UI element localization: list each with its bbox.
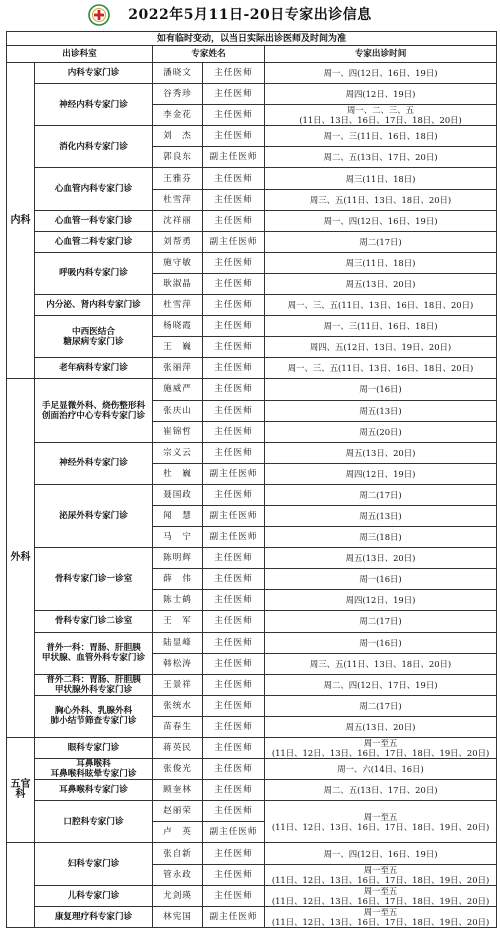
section-label: 五官科 (7, 738, 35, 843)
visit-time: 周一至五 (11日、12日、13日、16日、17日、18日、19日、20日) (265, 864, 497, 885)
doctor-name: 刘 杰 (153, 126, 203, 147)
doctor-name: 王 军 (153, 611, 203, 632)
visit-time: 周五(13日) (265, 400, 497, 421)
doctor-title: 主任医师 (203, 168, 265, 189)
header-time: 专家出诊时间 (265, 46, 497, 63)
clinic-name: 康复理疗科专家门诊 (35, 906, 153, 927)
table-row (7, 695, 497, 716)
visit-time: 周一至五 (11日、12日、13日、16日、17日、18日、19日、20日) (265, 738, 497, 759)
clinic-name: 神经内科专家门诊 (35, 84, 153, 126)
visit-time: 周一、四(12日、16日、19日) (265, 63, 497, 84)
table-row (7, 548, 497, 569)
doctor-name: 李金花 (153, 105, 203, 126)
visit-time: 周一(16日) (265, 569, 497, 590)
schedule-table-body (7, 32, 497, 928)
doctor-name: 聂国政 (153, 484, 203, 505)
doctor-title: 主任医师 (203, 695, 265, 716)
schedule-table (6, 31, 497, 928)
visit-time: 周五(13日、20日) (265, 716, 497, 737)
section-label: 内科 (7, 63, 35, 379)
doctor-name: 赵丽荣 (153, 801, 203, 822)
doctor-title: 副主任医师 (203, 463, 265, 484)
doctor-title: 主任医师 (203, 780, 265, 801)
clinic-name: 妇科专家门诊 (35, 843, 153, 885)
notice-text: 如有临时变动，以当日实际出诊医师及时间为准 (7, 32, 497, 46)
visit-time: 周五(20日) (265, 421, 497, 442)
doctor-title: 主任医师 (203, 84, 265, 105)
doctor-name: 尤剑瑛 (153, 885, 203, 906)
visit-time: 周三(11日、18日) (265, 252, 497, 273)
notice-row (7, 32, 497, 46)
table-row (7, 801, 497, 822)
doctor-title: 主任医师 (203, 273, 265, 294)
visit-time: 周一至五 (11日、12日、13日、16日、17日、18日、19日、20日) (265, 885, 497, 906)
clinic-name: 内科专家门诊 (35, 63, 153, 84)
table-row (7, 780, 497, 801)
doctor-title: 主任医师 (203, 590, 265, 611)
doctor-title: 主任医师 (203, 126, 265, 147)
doctor-name: 卢 英 (153, 822, 203, 843)
header-row (7, 46, 497, 63)
table-row (7, 84, 497, 105)
doctor-name: 韩松涛 (153, 653, 203, 674)
doctor-title: 主任医师 (203, 653, 265, 674)
visit-time: 周一至五 (11日、12日、13日、16日、17日、18日、19日、20日) (265, 801, 497, 843)
doctor-name: 王景祥 (153, 674, 203, 695)
doctor-title: 主任医师 (203, 885, 265, 906)
doctor-name: 杨晓霞 (153, 316, 203, 337)
visit-time: 周四、五(12日、13日、19日、20日) (265, 337, 497, 358)
clinic-name: 耳鼻喉科专家门诊 (35, 780, 153, 801)
section-label: 外科 (7, 379, 35, 738)
doctor-title: 副主任医师 (203, 231, 265, 252)
clinic-name: 内分泌、肾内科专家门诊 (35, 295, 153, 316)
doctor-title: 主任医师 (203, 189, 265, 210)
table-row (7, 210, 497, 231)
clinic-name: 泌尿外科专家门诊 (35, 484, 153, 547)
visit-time: 周二(17日) (265, 611, 497, 632)
table-row (7, 738, 497, 759)
table-row (7, 843, 497, 864)
doctor-name: 谷秀珍 (153, 84, 203, 105)
doctor-name: 王雅芬 (153, 168, 203, 189)
table-row (7, 252, 497, 273)
table-row (7, 442, 497, 463)
clinic-name: 口腔科专家门诊 (35, 801, 153, 843)
visit-time: 周二、五(13日、17日、20日) (265, 780, 497, 801)
doctor-title: 主任医师 (203, 252, 265, 273)
visit-time: 周二(17日) (265, 231, 497, 252)
doctor-title: 主任医师 (203, 484, 265, 505)
doctor-name: 薛 伟 (153, 569, 203, 590)
clinic-name: 儿科专家门诊 (35, 885, 153, 906)
doctor-name: 杜 巍 (153, 463, 203, 484)
clinic-name: 耳鼻喉科 耳鼻喉科眩晕专家门诊 (35, 759, 153, 780)
doctor-name: 潘晓文 (153, 63, 203, 84)
doctor-name: 林宪国 (153, 906, 203, 927)
visit-time: 周二、四(12日、17日、19日) (265, 674, 497, 695)
doctor-title: 主任医师 (203, 843, 265, 864)
doctor-name: 陆显峰 (153, 632, 203, 653)
clinic-name: 消化内科专家门诊 (35, 126, 153, 168)
clinic-name: 普外一科：胃肠、肝胆胰 甲状腺、血管外科专家门诊 (35, 632, 153, 674)
table-row (7, 358, 497, 379)
visit-time: 周四(12日、19日) (265, 84, 497, 105)
table-row (7, 484, 497, 505)
doctor-title: 主任医师 (203, 716, 265, 737)
visit-time: 周一、三(11日、16日、18日) (265, 126, 497, 147)
doctor-title: 主任医师 (203, 316, 265, 337)
doctor-title: 主任医师 (203, 611, 265, 632)
table-row (7, 63, 497, 84)
doctor-title: 主任医师 (203, 759, 265, 780)
doctor-name: 蒋英民 (153, 738, 203, 759)
table-row (7, 674, 497, 695)
visit-time: 周五(13日、20日) (265, 273, 497, 294)
clinic-name: 眼科专家门诊 (35, 738, 153, 759)
table-row (7, 759, 497, 780)
doctor-title: 主任医师 (203, 738, 265, 759)
doctor-title: 主任医师 (203, 548, 265, 569)
visit-time: 周二(17日) (265, 484, 497, 505)
doctor-title: 主任医师 (203, 421, 265, 442)
doctor-name: 张自新 (153, 843, 203, 864)
visit-time: 周一(16日) (265, 632, 497, 653)
section-label-empty (7, 843, 35, 927)
doctor-name: 施守敏 (153, 252, 203, 273)
doctor-name: 马 宁 (153, 527, 203, 548)
doctor-name: 耿淑晶 (153, 273, 203, 294)
doctor-name: 陈士鹤 (153, 590, 203, 611)
doctor-name: 施威严 (153, 379, 203, 400)
doctor-title: 主任医师 (203, 569, 265, 590)
clinic-name: 中西医结合 糖尿病专家门诊 (35, 316, 153, 358)
doctor-title: 副主任医师 (203, 505, 265, 526)
visit-time: 周五(13日、20日) (265, 548, 497, 569)
clinic-name: 普外二科：胃肠、肝胆胰 甲状腺外科专家门诊 (35, 674, 153, 695)
visit-time: 周三、五(11日、13日、18日、20日) (265, 189, 497, 210)
doctor-title: 主任医师 (203, 358, 265, 379)
table-row (7, 295, 497, 316)
doctor-title: 主任医师 (203, 864, 265, 885)
visit-time: 周一、六(14日、16日) (265, 759, 497, 780)
visit-time: 周二、五(13日、17日、20日) (265, 147, 497, 168)
doctor-name: 王 巍 (153, 337, 203, 358)
visit-time: 周一、三、五(11日、13日、16日、18日、20日) (265, 358, 497, 379)
visit-time: 周三(18日) (265, 527, 497, 548)
clinic-name: 心血管二科专家门诊 (35, 231, 153, 252)
doctor-name: 闻 慧 (153, 505, 203, 526)
doctor-name: 刘帮勇 (153, 231, 203, 252)
visit-time: 周五(13日) (265, 505, 497, 526)
table-row (7, 611, 497, 632)
clinic-name: 骨科专家门诊二诊室 (35, 611, 153, 632)
doctor-title: 主任医师 (203, 400, 265, 421)
clinic-name: 骨科专家门诊一诊室 (35, 548, 153, 611)
doctor-name: 管永政 (153, 864, 203, 885)
table-row (7, 126, 497, 147)
visit-time: 周三、五(11日、13日、18日、20日) (265, 653, 497, 674)
clinic-name: 手足显微外科、烧伤整形科 创面治疗中心专科专家门诊 (35, 379, 153, 442)
visit-time: 周一(16日) (265, 379, 497, 400)
header-clinic: 出诊科室 (7, 46, 153, 63)
doctor-name: 杜雪萍 (153, 295, 203, 316)
doctor-name: 张统水 (153, 695, 203, 716)
doctor-title: 主任医师 (203, 632, 265, 653)
table-row (7, 632, 497, 653)
doctor-title: 主任医师 (203, 674, 265, 695)
doctor-title: 副主任医师 (203, 822, 265, 843)
visit-time: 周二(17日) (265, 695, 497, 716)
visit-time: 周四(12日、19日) (265, 590, 497, 611)
visit-time: 周五(13日、20日) (265, 442, 497, 463)
doctor-title: 主任医师 (203, 210, 265, 231)
clinic-name: 心血管内科专家门诊 (35, 168, 153, 210)
visit-time: 周一、三、五(11日、13日、16日、18日、20日) (265, 295, 497, 316)
visit-time: 周四(12日、19日) (265, 463, 497, 484)
doctor-title: 主任医师 (203, 379, 265, 400)
doctor-title: 主任医师 (203, 63, 265, 84)
doctor-name: 陈明辉 (153, 548, 203, 569)
doctor-title: 主任医师 (203, 105, 265, 126)
page-header (0, 0, 500, 30)
header-name: 专家姓名 (153, 46, 265, 63)
clinic-name: 呼吸内科专家门诊 (35, 252, 153, 294)
clinic-name: 神经外科专家门诊 (35, 442, 153, 484)
doctor-name: 沈祥丽 (153, 210, 203, 231)
doctor-name: 张庆山 (153, 400, 203, 421)
visit-time: 周一、三(11日、16日、18日) (265, 316, 497, 337)
doctor-title: 主任医师 (203, 295, 265, 316)
visit-time: 周一、四(12日、16日、19日) (265, 210, 497, 231)
doctor-name: 宗义云 (153, 442, 203, 463)
doctor-title: 主任医师 (203, 801, 265, 822)
doctor-name: 张俊光 (153, 759, 203, 780)
visit-time: 周一、二、三、五 (11日、13日、16日、17日、18日、20日) (265, 105, 497, 126)
doctor-name: 崔锦哲 (153, 421, 203, 442)
table-row (7, 379, 497, 400)
doctor-title: 主任医师 (203, 337, 265, 358)
table-row (7, 231, 497, 252)
clinic-name: 老年病科专家门诊 (35, 358, 153, 379)
clinic-name: 心血管一科专家门诊 (35, 210, 153, 231)
visit-time: 周三(11日、18日) (265, 168, 497, 189)
doctor-title: 主任医师 (203, 442, 265, 463)
clinic-name: 胸心外科、乳腺外科 肺小结节筛查专家门诊 (35, 695, 153, 737)
table-row (7, 316, 497, 337)
doctor-name: 张丽萍 (153, 358, 203, 379)
doctor-name: 顾奎林 (153, 780, 203, 801)
table-row (7, 906, 497, 927)
visit-time: 周一、四(12日、16日、19日) (265, 843, 497, 864)
page-title: 2022年5月11日-20日专家出诊信息 (128, 7, 372, 23)
doctor-name: 郭良东 (153, 147, 203, 168)
visit-time: 周一至五 (11日、12日、13日、16日、17日、18日、19日、20日) (265, 906, 497, 927)
doctor-title: 副主任医师 (203, 906, 265, 927)
doctor-name: 杜雪萍 (153, 189, 203, 210)
doctor-title: 副主任医师 (203, 527, 265, 548)
doctor-name: 苗春生 (153, 716, 203, 737)
table-row (7, 168, 497, 189)
doctor-title: 副主任医师 (203, 147, 265, 168)
table-row (7, 885, 497, 906)
